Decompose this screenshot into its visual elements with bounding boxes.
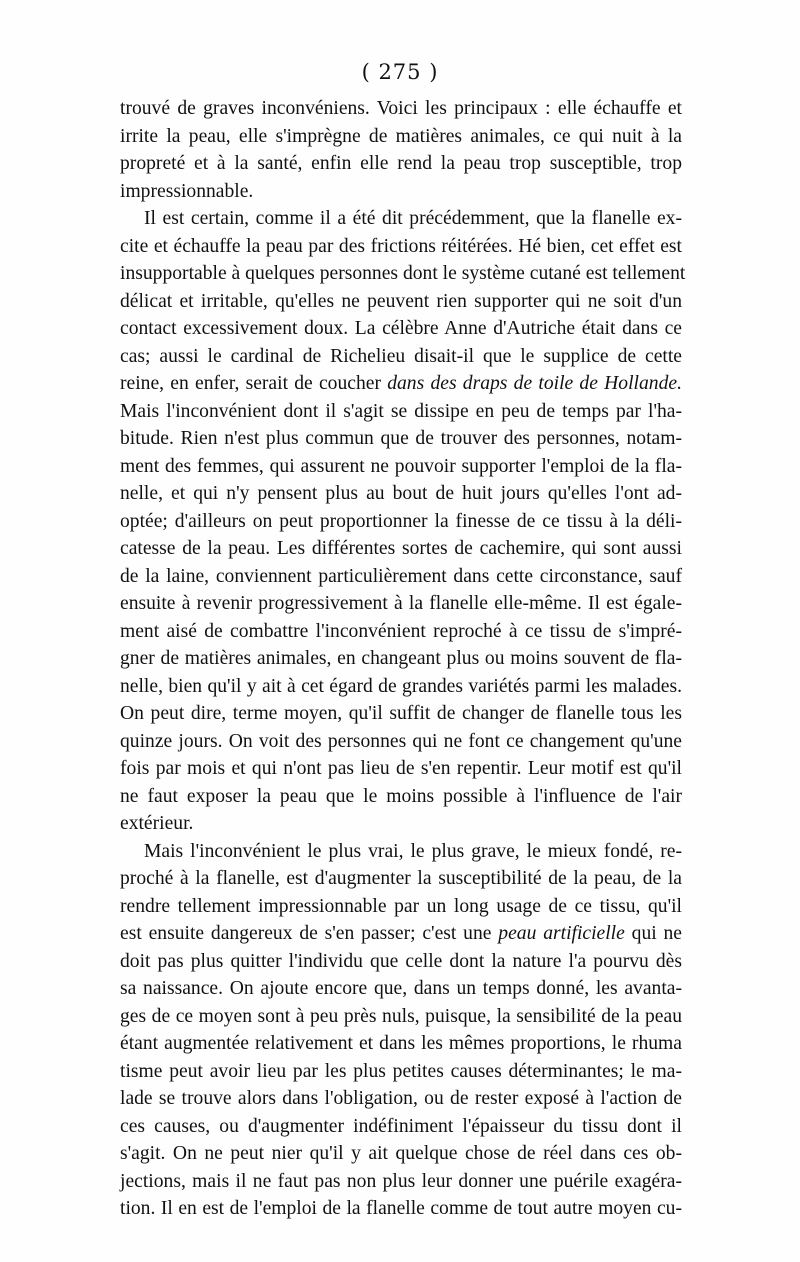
body-text [120, 95, 686, 1223]
text-line: ne faut exposer la peau que le moins possible à l'influence de l'air [120, 785, 682, 807]
text-line: propreté et à la santé, enfin elle rend la peau trop susceptible, trop [120, 153, 682, 174]
text-line: ges de ce moyen sont à peu près nuls, puisque, la sensibilité de la peau [120, 1005, 682, 1027]
text-line: Mais l'inconvénient le plus vrai, le plus grave, le mieux fondé, re- [144, 840, 682, 862]
italic-phrase: peau artificielle [498, 923, 625, 944]
text-line: doit pas plus quitter l'individu que celle dont la nature l'a pourvu dès [120, 950, 682, 972]
text-line: ment des femmes, qui assurent ne pouvoir supporter l'emploi de la fla- [120, 455, 682, 477]
text-line: de la laine, conviennent particulièrement dans cette circonstance, sauf [120, 565, 682, 587]
text-line-with-italic [120, 370, 682, 398]
text-line: jections, mais il ne faut pas non plus leur donner une puérile exagéra- [120, 1170, 682, 1192]
text-line: nelle, bien qu'il y ait à cet égard de grandes variétés parmi les malades. [120, 675, 682, 697]
text-line: gner de matières animales, en changeant plus ou moins souvent de fla- [120, 648, 682, 669]
text-line: Il est certain, comme il a été dit précédemment, que la flanelle ex- [144, 208, 682, 229]
text-line: contact excessivement doux. La célèbre Anne d'Autriche était dans ce [120, 318, 682, 339]
text-line: extérieur. [120, 813, 194, 834]
text-line: optée; d'ailleurs on peut proportionner la finesse de ce tissu à la déli- [120, 510, 682, 532]
text-line: Mais l'inconvénient dont il s'agit se dissipe en peu de temps par l'ha- [120, 400, 682, 422]
text-line: délicat et irritable, qu'elles ne peuvent rien supporter qui ne soit d'un [120, 290, 682, 312]
text-line-with-italic [120, 920, 682, 948]
text-line: irrite la peau, elle s'imprègne de matières animales, ce qui nuit à la [120, 125, 682, 147]
text-line: lade se trouve alors dans l'obligation, ou de rester exposé à l'action de [120, 1088, 682, 1109]
text-line: ment aisé de combattre l'inconvénient reproché à ce tissu de s'impré- [120, 620, 682, 642]
text-line: insupportable à quelques personnes dont le système cutané est tellement [120, 263, 686, 284]
text-segment: qui ne [624, 923, 683, 944]
text-line: catesse de la peau. Les différentes sortes de cachemire, qui sont aussi [120, 538, 682, 559]
text-line: impressionnable. [120, 180, 254, 202]
text-line: nelle, et qui n'y pensent plus au bout de huit jours qu'elles l'ont ad- [120, 483, 682, 504]
text-line: s'agit. On ne peut nier qu'il y ait quelque chose de réel dans ces ob- [120, 1143, 682, 1164]
text-line: tisme peut avoir lieu par les plus petites causes déterminantes; le ma- [120, 1060, 682, 1082]
text-segment: reine, en enfer, serait de coucher [120, 373, 388, 394]
text-line: quinze jours. On voit des personnes qui ne font ce changement qu'une [120, 730, 682, 752]
text-line: étant augmentée relativement et dans les mêmes proportions, le rhuma [120, 1033, 682, 1054]
text-line: ces causes, ou d'augmenter indéfiniment l'épaisseur du tissu dont il [120, 1115, 682, 1137]
text-line: cite et échauffe la peau par des frictions réitérées. Hé bien, cet effet est [120, 235, 682, 257]
text-line: sa naissance. On ajoute encore que, dans un temps donné, les avanta- [120, 978, 682, 999]
text-line: bitude. Rien n'est plus commun que de trouver des personnes, notam- [120, 428, 682, 449]
text-line: fois par mois et qui n'ont pas lieu de s'en repentir. Leur motif est qu'il [120, 758, 682, 779]
text-line: ensuite à revenir progressivement à la flanelle elle-même. Il est égale- [120, 593, 682, 614]
text-line: cas; aussi le cardinal de Richelieu disait-il que le supplice de cette [120, 345, 682, 367]
text-line: tion. Il en est de l'emploi de la flanelle comme de tout autre moyen cu- [120, 1198, 682, 1219]
italic-phrase: dans des draps de toile de Hollande. [387, 373, 682, 394]
text-line: On peut dire, terme moyen, qu'il suffit de changer de flanelle tous les [120, 703, 682, 724]
text-line: rendre tellement impressionnable par un long usage de ce tissu, qu'il [120, 895, 682, 917]
text-segment: est ensuite dangereux de s'en passer; c'est une [120, 923, 499, 944]
page-number: ( 275 ) [361, 60, 439, 84]
text-line: proché à la flanelle, est d'augmenter la susceptibilité de la peau, de la [120, 868, 682, 889]
text-line: trouvé de graves inconvéniens. Voici les principaux : elle échauffe et [120, 98, 682, 119]
